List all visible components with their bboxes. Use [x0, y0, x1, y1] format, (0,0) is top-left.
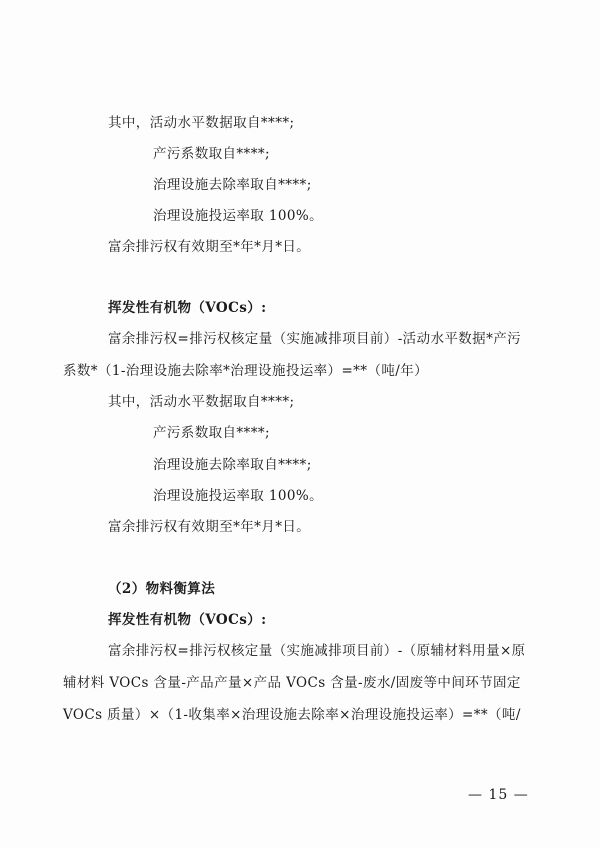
s2-emission-factor-source: 产污系数取自****; [153, 425, 270, 441]
s1-emission-factor-source: 产污系数取自****; [153, 146, 270, 162]
s2-operation-rate: 治理设施投运率取 100%。 [153, 488, 323, 504]
s3-formula-line-1: 富余排污权=排污权核定量（实施减排项目前）-（原辅材料用量×原 [108, 643, 526, 659]
s2-formula-line-1: 富余排污权=排污权核定量（实施减排项目前）-活动水平数据*产污 [108, 331, 522, 347]
s1-validity: 富余排污权有效期至*年*月*日。 [108, 239, 311, 255]
s3-method-heading: （2）物料衡算法 [108, 581, 216, 597]
s2-activity-source: 其中，活动水平数据取自****; [108, 394, 295, 410]
s1-activity-source: 其中，活动水平数据取自****; [108, 115, 295, 131]
s2-validity: 富余排污权有效期至*年*月*日。 [108, 519, 311, 535]
s2-formula-line-2: 系数*（1-治理设施去除率*治理设施投运率）=**（吨/年） [63, 363, 429, 379]
page-number: — 15 — [468, 787, 529, 803]
s3-formula-line-3: VOCs 质量）×（1-收集率×治理设施去除率×治理设施投运率）=**（吨/ [63, 707, 521, 723]
s2-removal-rate-source: 治理设施去除率取自****; [153, 457, 312, 473]
s3-formula-line-2: 辅材料 VOCs 含量-产品产量×产品 VOCs 含量-废水/固废等中间环节固定 [63, 675, 521, 691]
s1-operation-rate: 治理设施投运率取 100%。 [153, 208, 323, 224]
s1-removal-rate-source: 治理设施去除率取自****; [153, 177, 312, 193]
s3-heading: 挥发性有机物（VOCs）: [108, 612, 267, 628]
s2-heading: 挥发性有机物（VOCs）: [108, 300, 267, 316]
